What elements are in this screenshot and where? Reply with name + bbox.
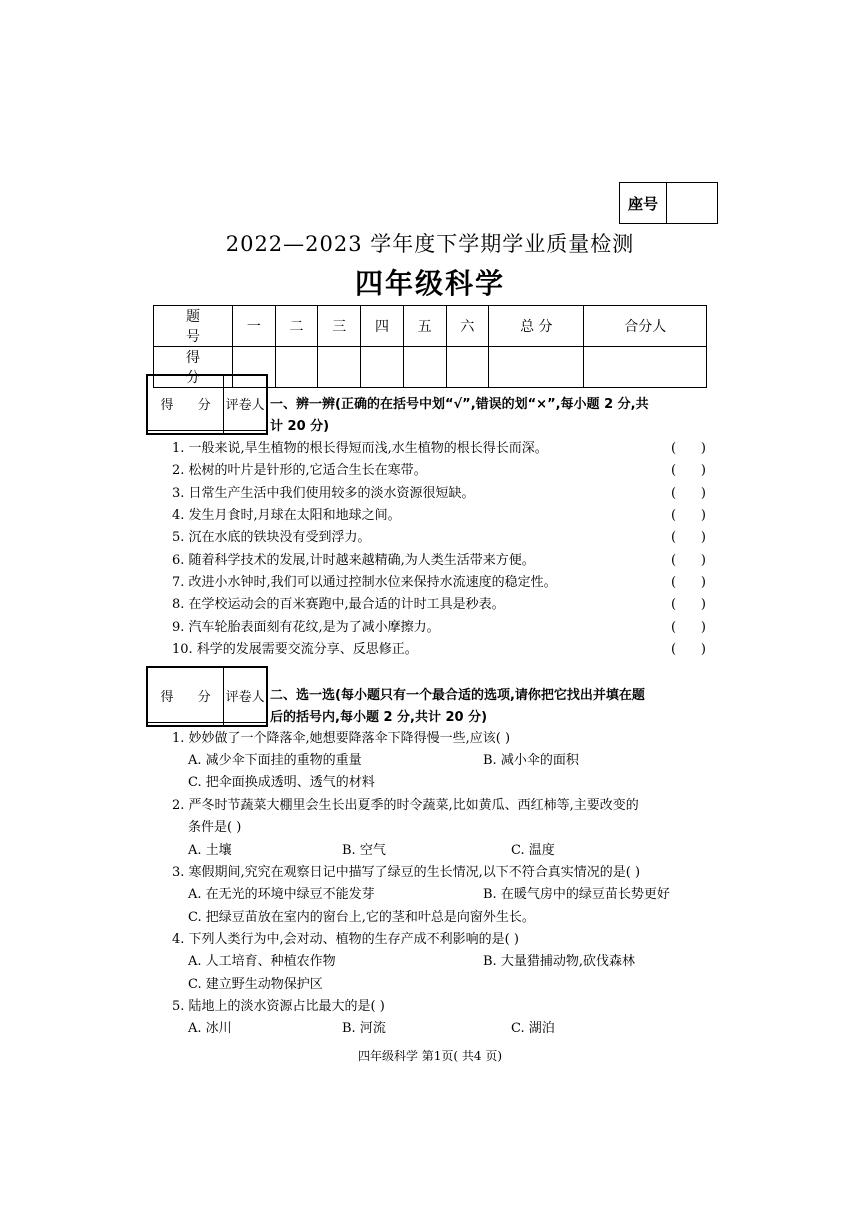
- section1-grader-box: [146, 374, 268, 435]
- mc-question-2-option-c: C. 温度: [511, 843, 555, 858]
- tf-question-10: 10. 科学的发展需要交流分享、反思修正。: [172, 642, 418, 657]
- section2-grader-box: [146, 666, 268, 727]
- mc-question-2-option-a: A. 土壤: [188, 843, 232, 858]
- tf-question-8: 8. 在学校运动会的百米赛跑中,最合适的计时工具是秒表。: [172, 597, 505, 612]
- score-table-header-row: [154, 306, 707, 347]
- mc-question-2-stem-cont: 条件是( ): [188, 820, 242, 835]
- mc-question-4-option-b: B. 大量猎捕动物,砍伐森林: [483, 954, 635, 969]
- section1-heading-line2: 计 20 分): [270, 419, 330, 434]
- mc-question-2-option-b: B. 空气: [342, 843, 386, 858]
- score-col-total: 总 分: [489, 306, 584, 347]
- score-col-2: 二: [275, 306, 318, 347]
- tf-question-4: 4. 发生月食时,月球在太阳和地球之间。: [172, 508, 401, 523]
- mc-question-1-option-c: C. 把伞面换成透明、透气的材料: [188, 775, 375, 790]
- score-col-6: 六: [446, 306, 489, 347]
- mc-question-5-option-b: B. 河流: [342, 1021, 386, 1036]
- grader-score-cell[interactable]: [148, 431, 224, 434]
- tf-question-5: 5. 沉在水底的铁块没有受到浮力。: [172, 530, 371, 545]
- mc-question-1-option-b: B. 减小伞的面积: [483, 753, 579, 768]
- score-cell[interactable]: [318, 347, 361, 388]
- mc-question-3-option-a: A. 在无光的环境中绿豆不能发芽: [188, 887, 375, 902]
- score-col-4: 四: [361, 306, 404, 347]
- score-col-1: 一: [233, 306, 276, 347]
- tf-question-7: 7. 改进小水钟时,我们可以通过控制水位来保持水流速度的稳定性。: [172, 575, 557, 590]
- grader-score-label: 得 分: [148, 668, 224, 723]
- score-col-3: 三: [318, 306, 361, 347]
- tf-question-1: 1. 一般来说,旱生植物的根长得短而浅,水生植物的根长得长而深。: [172, 441, 548, 456]
- mc-question-5-stem: 5. 陆地上的淡水资源占比最大的是( ): [172, 999, 385, 1014]
- seat-number-box: [619, 182, 718, 224]
- mc-question-5-option-c: C. 湖泊: [511, 1021, 555, 1036]
- seat-number-field[interactable]: [667, 183, 717, 223]
- mc-question-4-option-c: C. 建立野生动物保护区: [188, 977, 323, 992]
- answer-bracket[interactable]: ( ): [671, 575, 706, 590]
- score-col-checker: 合分人: [584, 306, 707, 347]
- score-cell[interactable]: [361, 347, 404, 388]
- mc-question-2-stem: 2. 严冬时节蔬菜大棚里会生长出夏季的时令蔬菜,比如黄瓜、西红柿等,主要改变的: [172, 798, 639, 813]
- mc-question-3-stem: 3. 寒假期间,究究在观察日记中描写了绿豆的生长情况,以下不符合真实情况的是( ): [172, 865, 641, 880]
- answer-bracket[interactable]: ( ): [671, 620, 706, 635]
- score-cell[interactable]: [275, 347, 318, 388]
- mc-question-1-option-a: A. 减少伞下面挂的重物的重量: [188, 753, 362, 768]
- mc-question-4-option-a: A. 人工培育、种植农作物: [188, 954, 336, 969]
- grader-name-cell[interactable]: [224, 723, 267, 726]
- answer-bracket[interactable]: ( ): [671, 463, 706, 478]
- answer-bracket[interactable]: ( ): [671, 642, 706, 657]
- section1-heading: [270, 394, 720, 438]
- answer-bracket[interactable]: ( ): [671, 553, 706, 568]
- answer-bracket[interactable]: ( ): [671, 486, 706, 501]
- tf-question-3: 3. 日常生产生活中我们使用较多的淡水资源很短缺。: [172, 486, 475, 501]
- section1-heading-line1: 一、辨一辨(正确的在括号中划“√”,错误的划“×”,每小题 2 分,共: [270, 397, 649, 412]
- score-col-5: 五: [403, 306, 446, 347]
- mc-question-3-option-b: B. 在暖气房中的绿豆苗长势更好: [483, 887, 670, 902]
- subject-title: 四年级科学: [354, 267, 505, 300]
- section2-heading: [270, 685, 720, 729]
- mc-question-5-option-a: A. 冰川: [188, 1021, 232, 1036]
- mc-question-3-option-c: C. 把绿豆苗放在室内的窗台上,它的茎和叶总是向窗外生长。: [188, 910, 535, 925]
- tf-question-6: 6. 随着科学技术的发展,计时越来越精确,为人类生活带来方便。: [172, 553, 535, 568]
- seat-number-label: 座号: [620, 183, 667, 223]
- mc-question-4-stem: 4. 下列人类行为中,会对动、植物的生存产成不利影响的是( ): [172, 932, 519, 947]
- question-number-label: 题 号: [154, 306, 233, 347]
- mc-question-1-stem: 1. 妙妙做了一个降落伞,她想要降落伞下降得慢一些,应该( ): [172, 731, 511, 746]
- score-cell[interactable]: [489, 347, 584, 388]
- grader-name-cell[interactable]: [224, 431, 267, 434]
- answer-bracket[interactable]: ( ): [671, 530, 706, 545]
- grader-score-label: 得 分: [148, 376, 224, 431]
- answer-bracket[interactable]: ( ): [671, 508, 706, 523]
- grader-label: 评卷人: [224, 668, 267, 723]
- page-footer: 四年级科学 第1页( 共4 页): [357, 1049, 503, 1063]
- score-cell[interactable]: [446, 347, 489, 388]
- score-cell[interactable]: [403, 347, 446, 388]
- section2-heading-line2: 后的括号内,每小题 2 分,共计 20 分): [270, 710, 488, 725]
- section2-heading-line1: 二、选一选(每小题只有一个最合适的选项,请你把它找出并填在题: [270, 688, 645, 703]
- answer-bracket[interactable]: ( ): [671, 597, 706, 612]
- tf-question-9: 9. 汽车轮胎表面刻有花纹,是为了减小摩擦力。: [172, 620, 440, 635]
- grader-label: 评卷人: [224, 376, 267, 431]
- tf-question-2: 2. 松树的叶片是针形的,它适合生长在寒带。: [172, 463, 427, 478]
- score-cell[interactable]: [584, 347, 707, 388]
- grader-score-cell[interactable]: [148, 723, 224, 726]
- score-row-label: 得 分: [154, 347, 233, 388]
- exam-title: 2022—2023 学年度下学期学业质量检测: [225, 232, 635, 256]
- answer-bracket[interactable]: ( ): [671, 441, 706, 456]
